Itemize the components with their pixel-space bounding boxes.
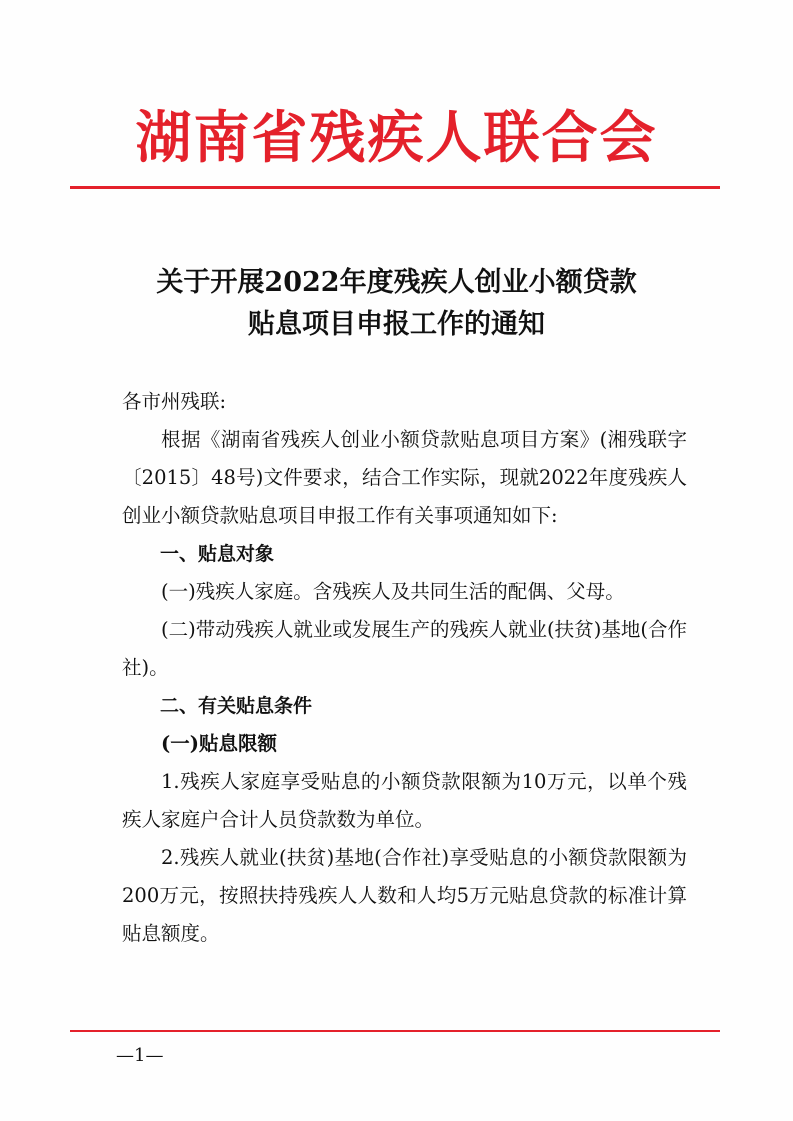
footer-divider [70,1030,720,1032]
section-2-point-2: 2.残疾人就业(扶贫)基地(合作社)享受贴息的小额贷款限额为200万元，按照扶持残疾人人数和人均5万元贴息贷款的标准计算贴息额度。 [122,846,687,945]
letterhead-divider [70,186,720,189]
section-1-item-1: (一)残疾人家庭。含残疾人及共同生活的配偶、父母。 [161,580,625,603]
section-1-item-2: (二)带动残疾人就业或发展生产的残疾人就业(扶贫)基地(合作社)。 [122,618,687,679]
organization-letterhead: 湖南省残疾人联合会 [135,105,658,171]
notice-title-line-1: 关于开展2022年度残疾人创业小额贷款 [156,267,637,298]
page-number: —1— [116,1045,164,1066]
notice-title-line-2: 贴息项目申报工作的通知 [248,309,545,340]
notice-title [0,262,793,346]
salutation: 各市州残联: [122,390,227,413]
section-2-heading: 二、有关贴息条件 [160,695,313,717]
notice-body [122,383,687,953]
section-1-heading: 一、贴息对象 [160,543,275,565]
intro-paragraph: 根据《湖南省残疾人创业小额贷款贴息项目方案》(湘残联字〔2015〕48号)文件要求，结合工作实际，现就2022年度残疾人创业小额贷款贴息项目申报工作有关事项通知如下: [122,428,687,527]
section-2-point-1: 1.残疾人家庭享受贴息的小额贷款限额为10万元，以单个残疾人家庭户合计人员贷款数为单位。 [122,770,687,831]
section-2-subheading: (一)贴息限额 [161,732,277,755]
